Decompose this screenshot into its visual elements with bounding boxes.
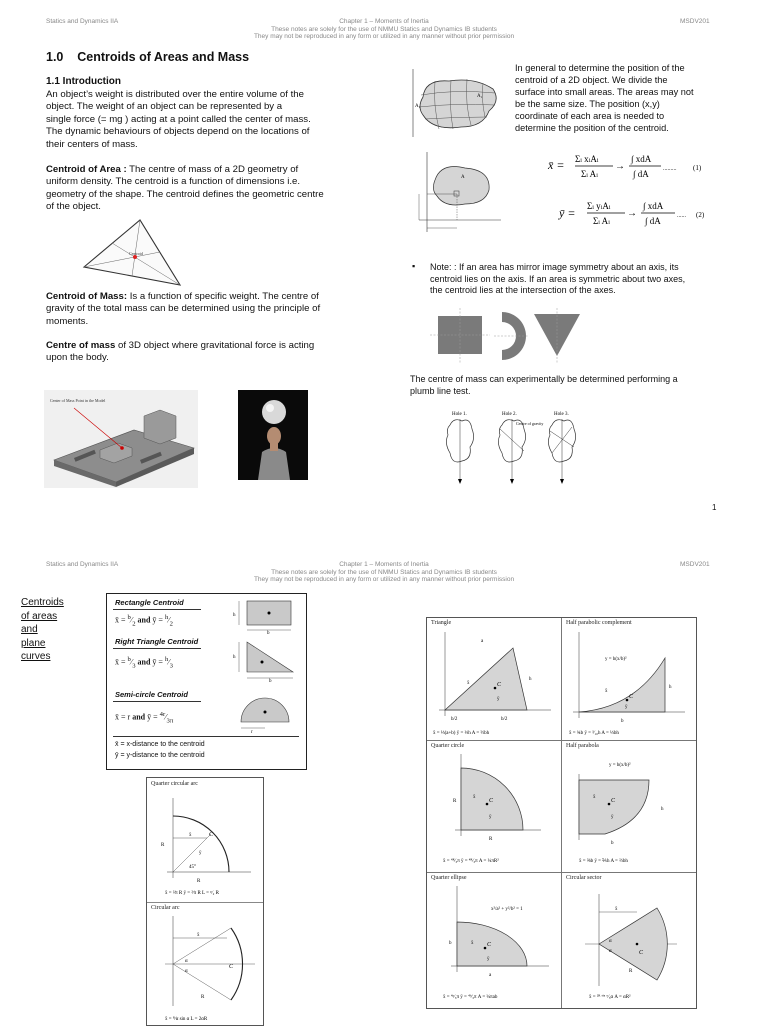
intro-heading: 1.1 Introduction [46, 76, 121, 87]
svg-text:∫ dA: ∫ dA [633, 169, 649, 179]
header-notice: These notes are solely for the use of NMMU Statics and Dynamics IB students [271, 25, 497, 33]
centroid-summary-box [106, 593, 307, 770]
header-right-2: MSDV201 [680, 561, 710, 568]
svg-text:r: r [251, 730, 253, 734]
svg-text:Σi xiAi: Σi xiAi [575, 154, 599, 164]
svg-text:x̄ = ⁴ᵃ⁄₃π ȳ = ⁴ᵇ⁄₃π A =: x̄ = ⁴ᵃ⁄₃π ȳ = ⁴ᵇ⁄₃π A = ¼πab [443, 995, 498, 1000]
svg-text:.........: ......... [663, 166, 677, 172]
svg-text:x̄ = ²⁄π R ȳ = ²⁄π R L =: x̄ = ²⁄π R ȳ = ²⁄π R L = ᵖ⁄₂ R [165, 891, 219, 896]
triangle-shape-icon [229, 638, 299, 682]
svg-text:A: A [461, 175, 465, 180]
svg-text:y = h(x/b)²: y = h(x/b)² [609, 763, 631, 768]
svg-text:x̄: x̄ [593, 795, 596, 800]
table-circular-sector-diagram [565, 882, 693, 1006]
svg-text:x̄: x̄ [197, 933, 200, 938]
svg-text:C: C [209, 832, 214, 838]
svg-text:C: C [497, 682, 502, 688]
svg-text:Σi Ai: Σi Ai [581, 169, 598, 179]
svg-text:b: b [621, 719, 624, 724]
table-title-half-parabolic-complement: Half parabolic complement [566, 620, 632, 626]
svg-text:x̄ = ⅜b ȳ = ⅖h A = ⅔bh: x̄ = ⅜b ȳ = ⅖h A = ⅔bh [579, 859, 628, 864]
rectangle-shape-icon [229, 598, 299, 634]
svg-text:C: C [629, 694, 634, 700]
svg-text:α: α [185, 969, 188, 974]
svg-text:∫ xdA: ∫ xdA [631, 154, 652, 164]
svg-text:ȳ: ȳ [487, 957, 490, 962]
circular-arc-diagram [151, 914, 259, 1022]
centroid-axes-figure [405, 150, 505, 240]
svg-text:C: C [639, 950, 644, 956]
svg-text:y = h(x/b)²: y = h(x/b)² [605, 657, 627, 662]
svg-text:C: C [489, 798, 494, 804]
svg-text:∫ dA: ∫ dA [645, 216, 661, 226]
svg-text:R: R [453, 799, 457, 804]
svg-text:h: h [529, 677, 532, 682]
svg-text:R: R [161, 843, 165, 848]
equation-2-label: (2) [696, 211, 705, 219]
svg-text:x̄ =: x̄ = [548, 158, 565, 172]
box-note-y: ȳ = y-distance to the centroid [115, 752, 205, 759]
header-notice-2: They may not be reproduced in any form or utilized in any manner without prior permission [253, 33, 515, 40]
table-title-quarter-circle: Quarter circle [431, 743, 465, 749]
plumb-hole-1: Hole 1. [452, 412, 467, 417]
plumb-line-figure [440, 407, 590, 487]
plumb-centre-label: Centre of gravity [516, 421, 544, 426]
quarter-arc-title: Quarter circular arc [151, 781, 198, 787]
balancing-photo [238, 390, 308, 480]
centroid-area-label: Centroid of Area : [46, 164, 127, 175]
svg-text:b: b [267, 631, 270, 634]
svg-text:R: R [489, 837, 493, 842]
symmetry-shapes-figure [430, 306, 590, 366]
header-right: MSDV201 [680, 18, 710, 25]
svg-text:∫ xdA: ∫ xdA [643, 201, 664, 211]
svg-text:R: R [197, 879, 201, 884]
table-quarter-ellipse-diagram [431, 882, 559, 1006]
svg-text:ȳ: ȳ [489, 815, 492, 820]
svg-text:h: h [233, 655, 236, 660]
plumb-hole-3: Hole 3. [554, 412, 569, 417]
svg-text:b: b [611, 841, 614, 846]
svg-text:x̄: x̄ [467, 681, 470, 686]
svg-text:C: C [611, 798, 616, 804]
svg-text:h: h [661, 807, 664, 812]
svg-text:R: R [629, 969, 633, 974]
svg-text:a: a [481, 639, 484, 644]
machine-caption: Center of Mass Point in the Model [50, 398, 106, 403]
svg-text:ȳ: ȳ [199, 851, 202, 856]
svg-text:A₁: A₁ [477, 94, 483, 99]
right-paragraph: In general to determine the position of the centroid of a 2D object. We divide the surface into small areas. The areas may not be the same size. The position (x,y) coordinate of each area is needed to determine the position of the centroid. [515, 63, 694, 133]
semicircle-formula: x̄ = r and ȳ = $^{4r}⁄_{3\pi}$ [115, 711, 174, 725]
svg-text:h: h [233, 613, 236, 618]
svg-text:x̄ = ⁴ᴿ⁄₃π ȳ = ⁴ᴿ⁄₃π A =: x̄ = ⁴ᴿ⁄₃π ȳ = ⁴ᴿ⁄₃π A = ¼πR² [443, 859, 499, 864]
svg-text:x̄ = ¾b ȳ = ³⁄₁₀h A = ⅓b: x̄ = ¾b ȳ = ³⁄₁₀h A = ⅓bh [569, 731, 619, 736]
triangle-centroid-label: Centroid [129, 251, 143, 256]
header-chapter: Chapter 1 – Moments of Inertia [339, 18, 429, 25]
table-title-triangle: Triangle [431, 620, 452, 626]
plumb-hole-2: Hole 2. [502, 412, 517, 417]
svg-text:ȳ =: ȳ = [559, 206, 576, 220]
quarter-arc-diagram [151, 790, 259, 898]
svg-text:x̄: x̄ [471, 941, 474, 946]
svg-text:b/2: b/2 [451, 717, 458, 722]
arc-centroids-frame [146, 777, 264, 1026]
section-title: 1.0 Centroids of Areas and Mass [46, 50, 250, 64]
svg-text:ȳ: ȳ [611, 815, 614, 820]
intro-paragraph: An object’s weight is distributed over the entire volume of the object. The weight of an object can be represented by a single force (= mg ) acting at a point called the center of mass. The dynamic behaviours of objects depend on the locations of their centers of mass. [46, 89, 311, 150]
table-triangle-diagram [431, 628, 559, 738]
svg-text:x̄: x̄ [189, 833, 192, 838]
centre-mass-paragraph: Centre of mass of 3D object where gravitational force is acting upon the body. [46, 340, 315, 364]
rectangle-formula: x̄ = $^b⁄_2$ and ȳ = $^h⁄_2$ [115, 614, 173, 628]
triangle-centroid-figure [82, 217, 184, 289]
table-title-circular-sector: Circular sector [566, 875, 602, 881]
semi-circle-centroid-title: Semi-circle Centroid [115, 690, 188, 699]
box-note-x: x̄ = x-distance to the centroid [115, 741, 205, 748]
svg-text:→: → [615, 161, 625, 172]
plumb-paragraph: The centre of mass can experimentally be determined performing a plumb line test. [410, 374, 678, 396]
triangle-formula: x̄ = $^b⁄_3$ and ȳ = $^h⁄_3$ [115, 656, 173, 670]
table-half-parabola-diagram [565, 750, 693, 870]
note-bullet: ▪ Note: : If an area has mirror image symmetry about an axis, its centroid lies on the axis. If an area is symmetric about two axes, the centroid lies at the intersection of the axes. [412, 261, 686, 296]
circular-arc-title: Circular arc [151, 905, 180, 911]
header-left-2: Statics and Dynamics IIA [46, 561, 119, 568]
page-number: 1 [712, 503, 717, 512]
rectangle-centroid-title: Rectangle Centroid [115, 598, 184, 607]
svg-text:α: α [185, 959, 188, 964]
machine-part-image [44, 390, 198, 488]
table-title-half-parabola: Half parabola [566, 743, 599, 749]
svg-text:α: α [609, 949, 612, 954]
svg-text:Σi yiAi: Σi yiAi [587, 201, 611, 211]
table-title-quarter-ellipse: Quarter ellipse [431, 875, 467, 881]
svg-text:C: C [229, 964, 234, 970]
header-left: Statics and Dynamics IIA [46, 18, 119, 25]
centroid-mass-paragraph: Centroid of Mass: Is a function of specific weight. The centre of gravity of the total mass can be determined using the principle of moments. [46, 291, 321, 327]
side-heading: Centroids of areas and plane curves [21, 597, 64, 662]
svg-text:x̄: x̄ [605, 689, 608, 694]
centre-mass-label: Centre of mass [46, 340, 116, 351]
svg-text:b/2: b/2 [501, 717, 508, 722]
svg-text:ȳ: ȳ [625, 705, 628, 710]
svg-text:b: b [449, 941, 452, 946]
svg-text:A₁: A₁ [415, 104, 421, 109]
svg-text:x̄ = ⅓(a+b) ȳ = ⅓h A =: x̄ = ⅓(a+b) ȳ = ⅓h A = ½bh [433, 731, 490, 736]
centroid-area-paragraph: Centroid of Area : The centre of mass of a 2D geometry of uniform density. The centroid is a function of dimensions i.e. geometry of the shape. The centroid defines the geometric centre of the object. [46, 164, 324, 213]
svg-text:C: C [487, 942, 492, 948]
svg-text:a: a [489, 973, 492, 978]
svg-text:45°: 45° [189, 865, 196, 870]
table-parabolic-complement-diagram [565, 628, 693, 738]
svg-text:R: R [201, 995, 205, 1000]
semicircle-shape-icon [229, 694, 299, 734]
header-center [184, 18, 584, 41]
svg-text:......: ...... [677, 213, 686, 219]
svg-text:ȳ: ȳ [497, 697, 500, 702]
svg-text:b: b [269, 679, 272, 682]
header-center-2: Chapter 1 – Moments of Inertia These notes are solely for the use of NMMU Statics and Dynamics IB students They may not be reproduced in any form or utilized in any manner without prior permission [253, 561, 515, 583]
table-quarter-circle-diagram [431, 750, 559, 870]
svg-text:x̄ = ᴿ⁄α sin α L = 2αR: x̄ = ᴿ⁄α sin α L = 2αR [165, 1017, 208, 1022]
svg-text:Σi Ai: Σi Ai [593, 216, 610, 226]
area-division-figure [405, 67, 505, 139]
centroid-equations [545, 146, 725, 236]
equation-1-label: (1) [693, 164, 702, 172]
svg-text:x̄: x̄ [615, 907, 618, 912]
svg-text:x²/a² + y²/b² = 1: x²/a² + y²/b² = 1 [491, 907, 523, 912]
svg-text:x̄: x̄ [473, 795, 476, 800]
centroid-table [426, 617, 697, 1009]
svg-text:→: → [627, 208, 637, 219]
svg-text:h: h [669, 685, 672, 690]
svg-text:α: α [609, 939, 612, 944]
right-triangle-centroid-title: Right Triangle Centroid [115, 637, 199, 646]
svg-text:x̄ = ²ᴿ ˢⁱⁿ ᵅ⁄₃α A = αR²: x̄ = ²ᴿ ˢⁱⁿ ᵅ⁄₃α A = αR² [589, 995, 631, 1000]
centroid-mass-label: Centroid of Mass: [46, 291, 128, 302]
